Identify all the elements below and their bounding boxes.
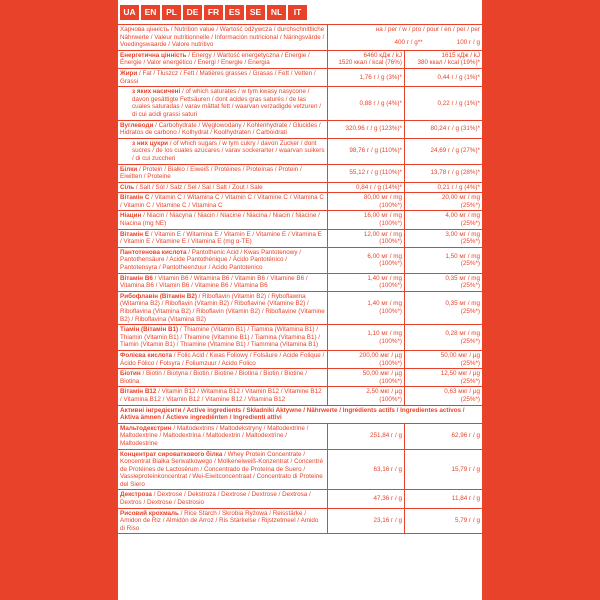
active-header-text: Активні інгредієнти / Active ingredients / Składniki Aktywne / Nährwerte / Ingrédients actifs / Ingredientes activos / Aktiva ämnen / Actieve ingrediënten / Ingredienti attivi (120, 406, 465, 422)
language-tab-pl: PL (162, 5, 181, 20)
row-name: Вітамін Е / Vitamin E / Witamina E / Vitamin E / Vitamine E / Vitamina E / Vitamin E / Vitamine E / Vitamina E (mg α-TE) (118, 230, 328, 247)
header-per-100: 100 г / g (456, 38, 480, 46)
table-row (118, 369, 482, 387)
header-name: Харчова цінність / Nutrition value / Wartość odżywcza / durchschnittliche Nährwerte / Valeur nutritionnelle / Información nutricional / Näringsvärde / Voedingswaarde / Valore nutritivo (118, 25, 328, 50)
row-name: з них цукри / of which sugars / w tym cukry / davon Zucker / dont sucres / de los cuales azúcares / varav sockerarter / waarvan suikers / di cui zuccheri (118, 139, 328, 164)
row-value-100g: 50,00 мкг / µg (25%*) (440, 351, 480, 367)
row-name: Вітамін В6 / Vitamin B6 / Witamina B6 / Vitamin B6 / Vitamine B6 / Vitamina B6 / Vitamin B6 / Vitamine B6 / Vitamina B6 (118, 274, 328, 291)
nutrition-table (118, 24, 482, 534)
row-value-400g: 1,40 мг / mg (100%*) (328, 274, 405, 291)
row-value-100g: 0,63 мкг / µg (25%*) (444, 388, 480, 403)
row-value-400g: 16,00 мг / mg (100%*) (328, 211, 405, 228)
row-name: Тіамін (Вітамін В1) / Thiamine (Vitamin B1) / Tiamina (Witamina B1) / Thiamin (Vitamin B1) / Thiamine (Vitamine B1) / Tiamina (Vitamina B1) / Tiamin (Vitamin B1) / Thiamine (Vitamine B1) / Tiammina (Vitamina B1) (118, 325, 328, 350)
row-value-400g: 12,00 мг / mg (100%*) (328, 230, 405, 247)
row-value-100g: 0,35 мг / mg (25%*) (445, 274, 480, 290)
language-tab-fr: FR (204, 5, 223, 20)
row-value-400g: 1,40 мг / mg (100%*) (328, 292, 405, 324)
table-row (118, 292, 482, 325)
table-row (118, 351, 482, 369)
row-value-400g: 63,16 г / g (328, 450, 405, 490)
row-value-100g: 13,78 г / g (28%)* (430, 169, 480, 177)
table-row (118, 183, 482, 194)
table-row (118, 450, 482, 491)
row-name: з яких насичені / of which saturates / w tym kwasy nasycone / davon gesättigte Fettsäuren / dont acides gras saturés / de las cuales saturadas / varav mättat fett / waarvan verzadigde vetzuren / di cui acidi grassi saturi (118, 87, 328, 119)
row-value-400g: 320,96 г / g (123%)* (328, 121, 405, 138)
active-ingredient-rows (118, 424, 482, 535)
row-name: Пантотенова кислота / Pantothenic Acid / Kwas Pantotenowy / Pantothensäure / Acide Pantothénique / Ácido Pantoténico / Pantotensyra / Pantotheenzuur / Acido Pantotenico (118, 248, 328, 273)
table-row (118, 230, 482, 248)
active-ingredients-header (118, 406, 482, 424)
row-value-100g: 5,79 г / g (454, 517, 480, 525)
language-tab-se: SE (246, 5, 265, 20)
row-name: Жири / Fat / Tłuszcz / Fett / Matières grasses / Grasas / Fett / Vetten / Grassi (118, 69, 328, 86)
row-value-100g: 1,50 мг / mg (25%*) (445, 252, 480, 268)
row-name: Вітамін С / Vitamin C / Witamina C / Vitamin C / Vitamine C / Vitamina C / Vitamin C / Vitamine C / Vitamina C (118, 193, 328, 210)
row-value-400g: 80,00 мг / mg (100%*) (328, 193, 405, 210)
language-tab-de: DE (183, 5, 202, 20)
table-row (118, 121, 482, 139)
row-value-400g: 0,88 г / g (4%)* (328, 87, 405, 119)
language-tab-en: EN (141, 5, 160, 20)
row-value-100g: 24,69 г / g (27%)* (430, 147, 480, 155)
table-row (118, 87, 482, 120)
table-row (118, 490, 482, 508)
row-name: Декстроза / Dextrose / Dekstroza / Dextrose / Dextrose / Dextrosa / Dextros / Dextrose / Destrosio (118, 490, 328, 507)
table-row (118, 69, 482, 87)
row-name: Мальтодекстрин / Maltodextrins / Maltodekstryny / Maltodextrine / Maltodextrine / Maltodextrina / Maltodextrin / Maltodextrine / Maltodestrine (118, 424, 328, 449)
row-value-100g: 0,44 г / g (1%)* (437, 73, 480, 81)
language-bar (118, 0, 482, 24)
row-name: Вуглеводи / Carbohydrate / Węglowodany / Kohlenhydrate / Glucides / Hidratos de carbono / Kolhydrat / Koolhydraten / Carboidrati (118, 121, 328, 138)
row-value-100g: 15,79 г / g (451, 465, 480, 473)
row-value-400g: 23,16 г / g (328, 509, 405, 534)
row-name: Білки / Protein / Białko / Eiweiß / Protéines / Proteínas / Protein / Eiwitten / Proteine (118, 165, 328, 182)
row-value-100g: 12,50 мкг / µg (25%*) (440, 370, 480, 385)
table-row (118, 509, 482, 535)
row-value-100g: 0,35 мг / mg (25%*) (445, 300, 480, 315)
row-value-400g: 6,00 мг / mg (100%*) (328, 248, 405, 273)
row-name: Фолієва кислота / Folic Acid / Kwas Foliowy / Folsäure / Acide Folique / Ácido Fólico / Folsyra / Foliumzuur / Acido Folico (118, 351, 328, 368)
row-value-400g: 2,50 мкг / µg (100%*) (328, 387, 405, 404)
row-value-400g: 0,84 г / g (14%)* (328, 183, 405, 193)
language-tab-nl: NL (267, 5, 286, 20)
row-value-400g: 6460 кДж / kJ 1520 ккал / kcal (76%) (328, 51, 405, 68)
row-value-100g: 11,84 г / g (451, 495, 480, 503)
row-value-400g: 1,76 г / g (3%)* (328, 69, 405, 86)
row-name: Рисовий крохмаль / Rice Starch / Skrobia Ryżowa / Reisstärke / Amidon de Riz / Almidón de Arroz / Ris Stärkelse / Rijstzetmeel / Amido di Riso (118, 509, 328, 534)
row-value-400g: 98,76 г / g (110%)* (328, 139, 405, 164)
table-row (118, 274, 482, 292)
table-row (118, 387, 482, 405)
row-name: Концентрат сироваткового білка / Whey Protein Concentrate / Koncentrat Białka Serwatkowego / Molkeneiweiß-Konzentrat / Concentré de Protéines de Lactosérum / Concentrado de Proteína de Suero / Vassleproteinkoncentrat / Wei-Eiwitconcentraat / Concentrato di Proteine del Siero (118, 450, 328, 490)
row-name: Рибофлавін (Вітамін В2) / Riboflavin (Vitamin B2) / Ryboflawina (Witamina B2) / Riboflavin (Vitamin B2) / Riboflavine (Vitamine B2) / Riboflavina (Vitamina B2) / Riboflavin (Vitamin B2) / Riboflavine (Vitamine B2) / Riboflavina (Vitamina B2) (118, 292, 328, 324)
row-value-100g: 0,21 г / g (4%)* (437, 183, 480, 191)
row-name: Біотин / Biotin / Biotyna / Biotin / Biotine / Biotina / Biotin / Biotine / Biotina (118, 369, 328, 386)
language-tab-it: IT (288, 5, 307, 20)
row-name: Сіль / Salt / Sól / Salz / Sel / Sal / Salt / Zout / Sale (118, 183, 328, 193)
row-value-100g: 1615 кДж / kJ 380 ккал / kcal (19%)* (417, 51, 480, 67)
table-row (118, 51, 482, 69)
header-per-400: 400 г / g** (394, 38, 423, 46)
row-value-100g: 20,00 мг / mg (25%*) (441, 194, 480, 209)
table-row (118, 165, 482, 183)
row-value-400g: 200,00 мкг / µg (100%*) (328, 351, 405, 368)
table-row (118, 325, 482, 351)
row-name: Ніацин / Niacin / Niacyna / Niacin / Niacine / Niacina / Niacin / Niacine / Niacina (mg NE) (118, 211, 328, 228)
table-row (118, 211, 482, 229)
language-tab-es: ES (225, 5, 244, 20)
nutrition-label-panel (118, 0, 482, 600)
row-value-400g: 55,12 г / g (110%)* (328, 165, 405, 182)
header-per-label: на / per / w / pro / pour / en / per / per (375, 26, 480, 33)
row-value-400g: 47,36 г / g (328, 490, 405, 507)
row-name: Енергетична цінність / Energy / Wartość energetyczna / Energie / Énergie / Valor energético / Energi / Energie / Energia (118, 51, 328, 68)
table-row (118, 193, 482, 211)
language-tab-ua: UA (120, 5, 139, 20)
row-value-100g: 4,00 мг / mg (25%*) (445, 212, 480, 228)
table-row (118, 248, 482, 274)
row-name: Вітамін В12 / Vitamin B12 / Witamina B12 / Vitamin B12 / Vitamine B12 / Vitamina B12 / Vitamin B12 / Vitamine B12 / Vitamina B12 (118, 387, 328, 404)
table-row (118, 424, 482, 450)
row-value-100g: 0,22 г / g (1%)* (437, 99, 480, 107)
row-value-100g: 0,28 мг / mg (25%*) (445, 329, 480, 345)
row-value-400g: 50,00 мкг / µg (100%*) (328, 369, 405, 386)
row-value-100g: 3,00 мг / mg (25%*) (445, 230, 480, 246)
row-value-400g: 251,84 г / g (328, 424, 405, 449)
row-value-100g: 80,24 г / g (31%)* (430, 125, 480, 133)
table-row (118, 139, 482, 165)
row-value-400g: 1,10 мг / mg (100%*) (328, 325, 405, 350)
row-value-100g: 62,96 г / g (451, 432, 480, 440)
nutrient-rows (118, 51, 482, 406)
table-header-row (118, 25, 482, 51)
